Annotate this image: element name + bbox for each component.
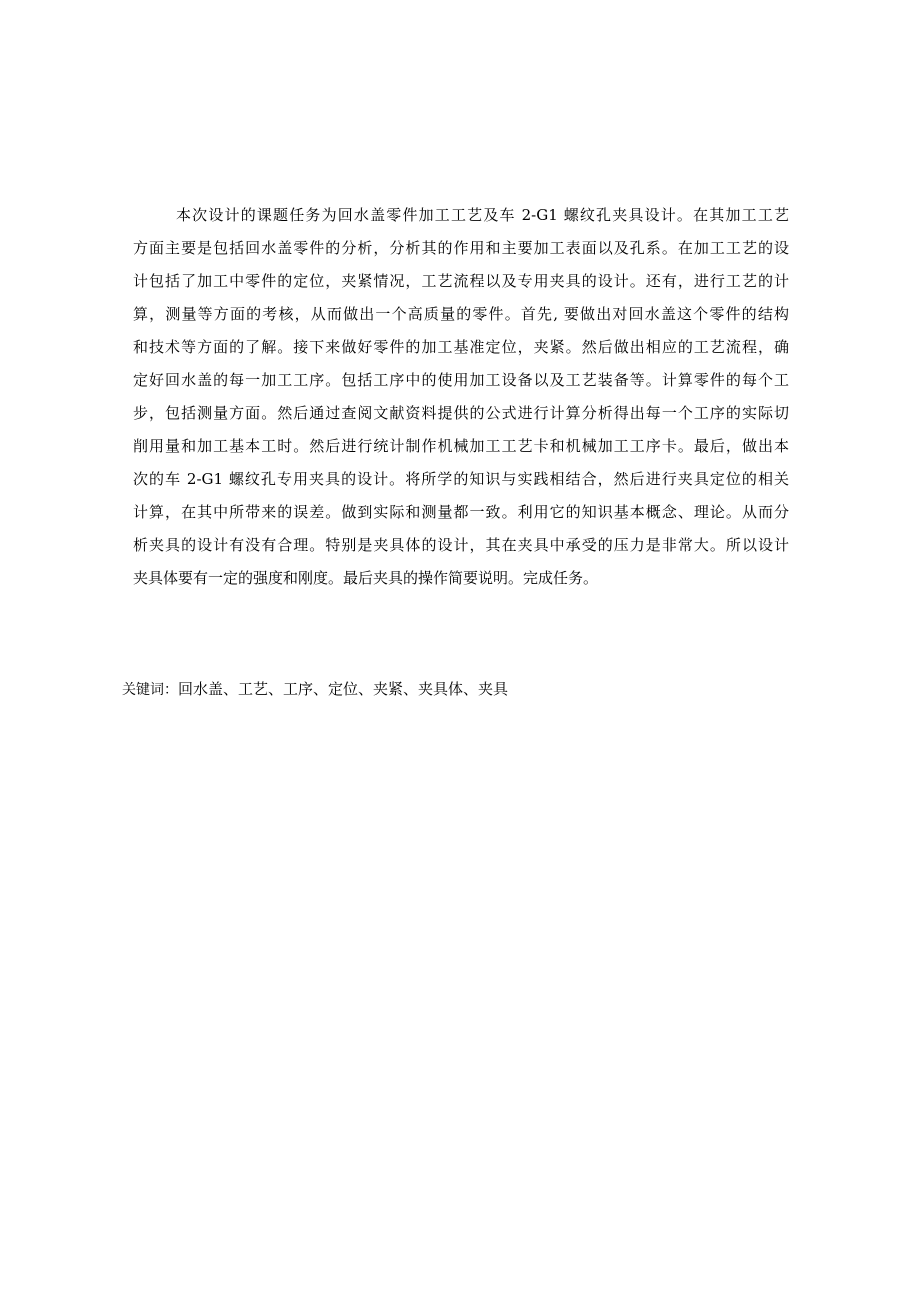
abstract-line: 夹具体要有一定的强度和刚度。最后夹具的操作简要说明。完成任务。 [133,569,599,587]
abstract-paragraph [133,199,789,595]
keywords-line [122,674,802,704]
abstract-line: 计算，在其中所带来的误差。做到实际和测量都一致。利用它的知识基本概念、理论。从而分 [133,503,789,521]
abstract-line: 析夹具的设计有没有合理。特别是夹具体的设计，其在夹具中承受的压力是非常大。所以设计 [133,536,789,554]
keywords-terms: 回水盖、工艺、工序、定位、夹紧、夹具体、夹具 [178,680,509,698]
abstract-line: 次的车 2-G1 螺纹孔专用夹具的设计。将所学的知识与实践相结合，然后进行夹具定位的相关 [133,470,789,488]
abstract-line: 方面主要是包括回水盖零件的分析，分析其的作用和主要加工表面以及孔系。在加工工艺的设 [133,239,789,257]
abstract-line: 算，测量等方面的考核，从而做出一个高质量的零件。首先, 要做出对回水盖这个零件的结构 [133,305,789,323]
abstract-line: 削用量和加工基本工时。然后进行统计制作机械加工工艺卡和机械加工工序卡。最后，做出本 [133,437,789,455]
abstract-line: 定好回水盖的每一加工工序。包括工序中的使用加工设备以及工艺装备等。计算零件的每个工 [133,371,789,389]
abstract-line: 计包括了加工中零件的定位，夹紧情况，工艺流程以及专用夹具的设计。还有，进行工艺的计 [133,272,789,290]
abstract-line: 本次设计的课题任务为回水盖零件加工工艺及车 2-G1 螺纹孔夹具设计。在其加工工艺 [176,206,789,224]
keywords-label: 关键词： [122,682,178,698]
abstract-line: 步，包括测量方面。然后通过查阅文献资料提供的公式进行计算分析得出每一个工序的实际切 [133,404,789,422]
abstract-line: 和技术等方面的了解。接下来做好零件的加工基准定位，夹紧。然后做出相应的工艺流程，确 [133,338,789,356]
